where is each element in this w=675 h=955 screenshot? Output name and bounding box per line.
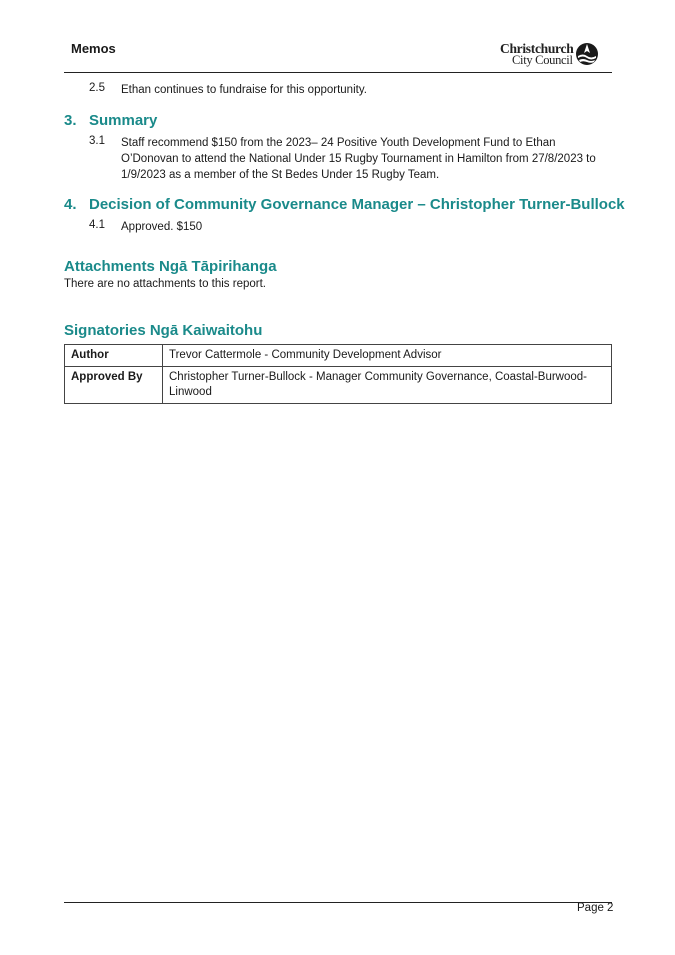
attachments-heading: Attachments Ngā Tāpirihanga (64, 258, 277, 275)
summary-paragraph (121, 135, 596, 183)
summary-line: Staff recommend $150 from the 2023– 24 Positive Youth Development Fund to Ethan (121, 137, 556, 149)
paragraph-number: 2.5 (89, 82, 105, 94)
summary-line: 1/9/2023 as a member of the St Bedes Under 15 Rugby Team. (121, 169, 440, 181)
signatories-heading: Signatories Ngā Kaiwaitohu (64, 322, 263, 339)
signatory-name-line: Christopher Turner-Bullock - Manager Community Governance, Coastal-Burwood- (169, 371, 588, 383)
christchurch-city-council-logo (496, 40, 604, 70)
section-heading-summary: Summary (89, 112, 158, 129)
document-section-title: Memos (71, 41, 116, 56)
paragraph-number: 4.1 (89, 219, 105, 231)
signatories-table (64, 344, 612, 404)
signatory-role: Approved By (65, 367, 163, 404)
signatory-name: Trevor Cattermole - Community Development Advisor (163, 345, 612, 367)
signatory-role: Author (65, 345, 163, 367)
footer-divider (64, 902, 612, 903)
section-number: 4. (64, 196, 77, 213)
table-row (65, 345, 612, 367)
section-number: 3. (64, 112, 77, 129)
header-divider (64, 72, 612, 73)
signatory-name-cell (163, 367, 612, 404)
table-row (65, 367, 612, 404)
logo-text-line2: City Council (512, 53, 573, 67)
signatory-name-line: Linwood (169, 386, 212, 398)
paragraph-text: Ethan continues to fundraise for this opportunity. (121, 84, 367, 96)
paragraph-number: 3.1 (89, 135, 105, 147)
page-number: Page 2 (577, 902, 614, 914)
logo-text-line1: Christchurch (500, 41, 574, 56)
decision-text: Approved. $150 (121, 221, 203, 233)
section-heading-decision: Decision of Community Governance Manager – Christopher Turner-Bullock (89, 196, 625, 213)
cathedral-spire-icon (575, 42, 599, 66)
attachments-text: There are no attachments to this report. (64, 278, 266, 290)
summary-line: O’Donovan to attend the National Under 15 Rugby Tournament in Hamilton from 27/8/2023 to (121, 153, 596, 165)
